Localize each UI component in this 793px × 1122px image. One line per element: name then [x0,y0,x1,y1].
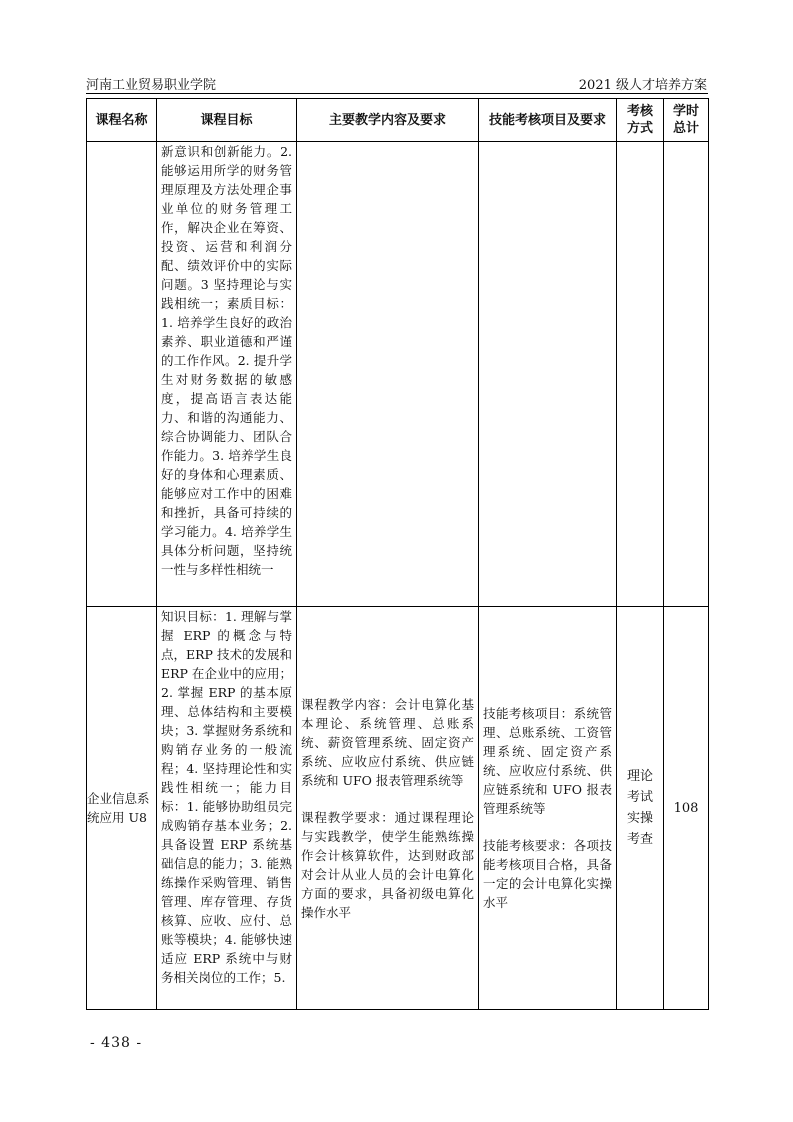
skill-items: 技能考核项目：系统管理、总账系统、工资管理系统、固定资产系统、应收应付系统、供应链系统和 UFO 报表管理系统等 [483,706,612,816]
table-row [87,142,709,607]
cell-assessment-method: 理论考试实操考查 [617,607,664,1010]
cell-course-name: 企业信息系统应用 U8 [87,607,157,1010]
page-number: - 438 - [90,1035,143,1051]
cell-total-hours [664,142,709,607]
teaching-content-b: 课程教学要求：通过课程理论与实践教学，使学生能熟练操作会计核算软件，达到财政部对会计从业人员的会计电算化方面的要求，具备初级电算化操作水平 [301,809,474,920]
cell-teaching-content [297,142,479,607]
header-teaching-content: 主要教学内容及要求 [297,99,479,142]
table-row [87,607,709,1010]
header-skill-assessment: 技能考核项目及要求 [479,99,617,142]
cell-course-name [87,142,157,607]
header-school: 河南工业贸易职业学院 [86,78,217,93]
paragraph-gap [301,790,474,808]
header-course-name: 课程名称 [87,99,157,142]
paragraph-gap [483,818,612,836]
table-header-row [87,99,709,142]
header-total-hours: 学时总计 [664,99,709,142]
skill-requirements: 技能考核要求：各项技能考核项目合格，具备一定的会计电算化实操水平 [483,838,612,910]
cell-assessment-method [617,142,664,607]
course-table [86,98,709,1010]
teaching-content-a: 课程教学内容：会计电算化基本理论、系统管理、总账系统、薪资管理系统、固定资产系统、应收应付系统、供应链系统和 UFO 报表管理系统等 [301,696,474,788]
header-plan: 2021 级人才培养方案 [578,78,707,93]
cell-skill-assessment [479,607,617,1010]
cell-skill-assessment [479,142,617,607]
cell-total-hours: 108 [664,607,709,1010]
header-rule [86,93,708,94]
cell-course-goal: 知识目标：1. 理解与掌握 ERP 的概念与特点，ERP 技术的发展和 ERP 在企业中的应用；2. 掌握 ERP 的基本原理、总体结构和主要模块；3. 掌握财务系统和购销存业务的一般流程；4. 坚持理论性和实践性相统一；能力目标：1. 能够协助组员完成购销存基本业务；2. 具备设置 ERP 系统基础信息的能力；3. 能熟练操作采购管理、销售管理、库存管理、存货核算、应收、应付、总账等模块；4. 能够快速适应 ERP 系统中与财务相关岗位的工作；5. [157,607,297,1010]
header-assessment-method: 考核方式 [617,99,664,142]
cell-teaching-content [297,607,479,1010]
header-course-goal: 课程目标 [157,99,297,142]
cell-course-goal: 新意识和创新能力。2. 能够运用所学的财务管理原理及方法处理企事业单位的财务管理工作，解决企业在筹资、投资、运营和利润分配、绩效评价中的实际问题。3 坚持理论与实践相统一；素质目标：1. 培养学生良好的政治素养、职业道德和严谨的工作作风。2. 提升学生对财务数据的敏感度，提高语言表达能力、和谐的沟通能力、综合协调能力、团队合作能力。3. 培养学生良好的身体和心理素质、能够应对工作中的困难和挫折，具备可持续的学习能力。4. 培养学生具体分析问题，坚持统一性与多样性相统一 [157,142,297,607]
